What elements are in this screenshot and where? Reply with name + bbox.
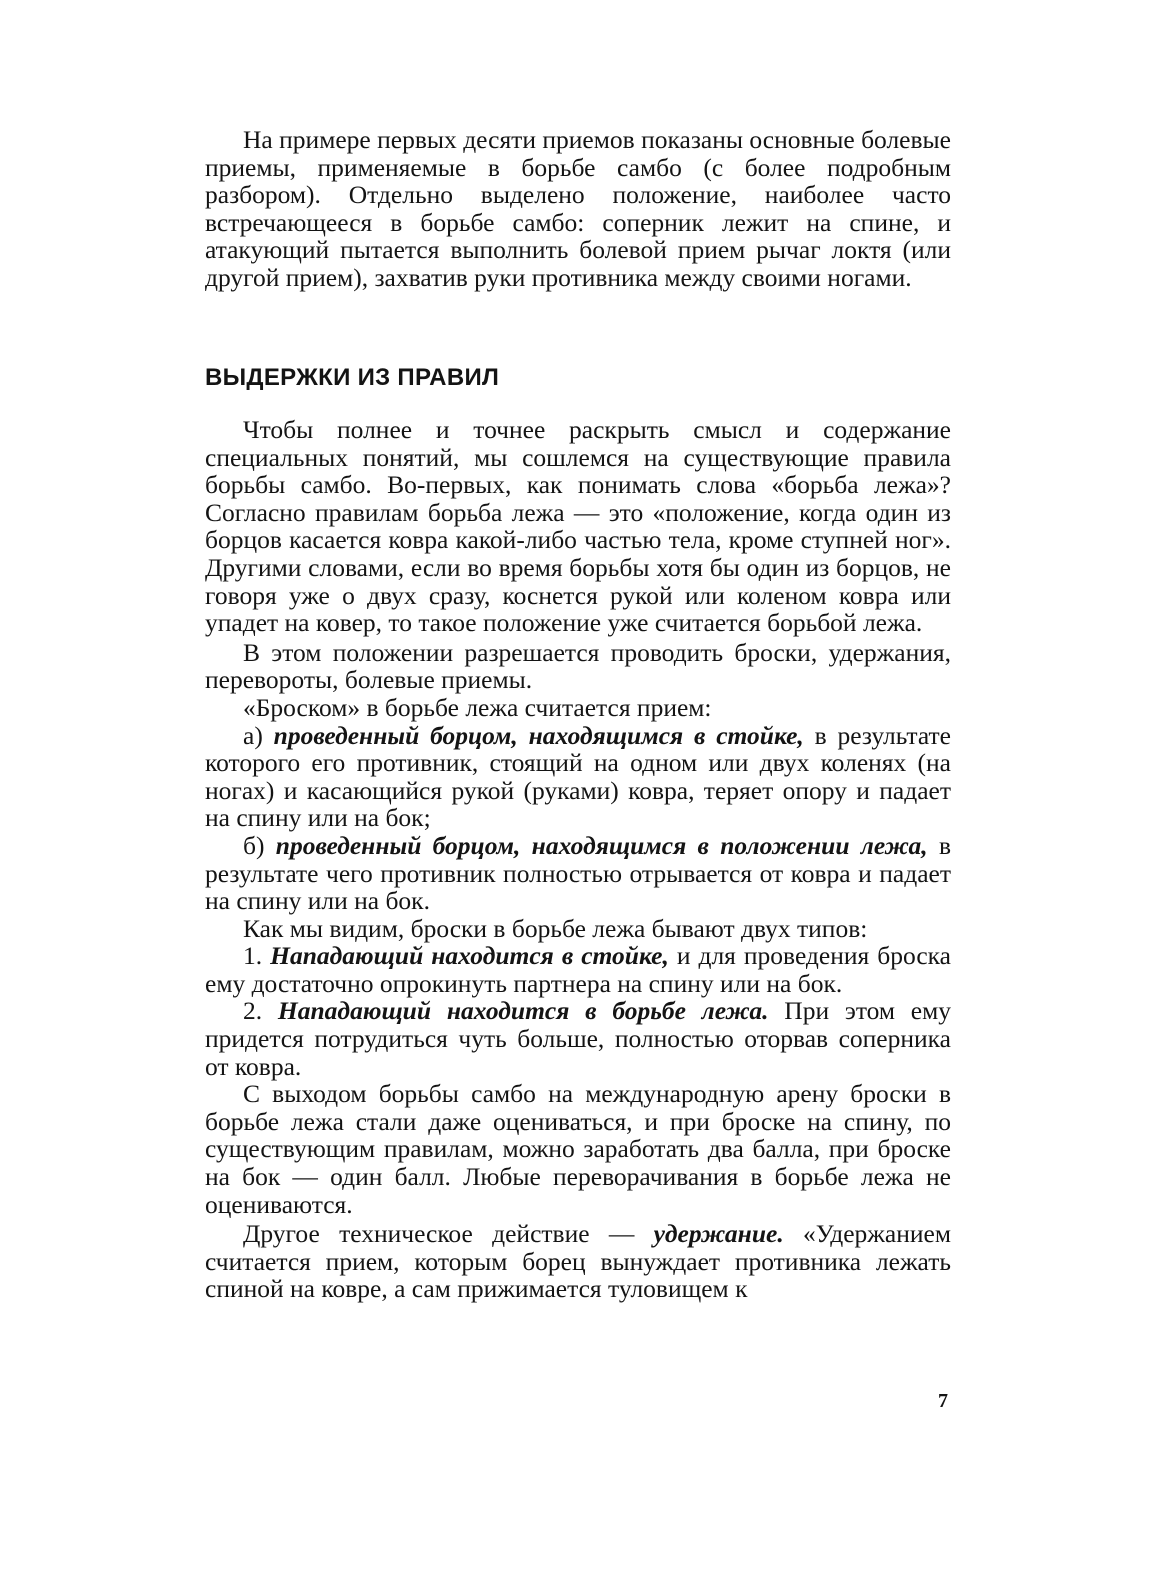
intro-block — [205, 126, 951, 292]
type-2-emphasis: Нападающий находится в борьбе лежа. — [277, 996, 769, 1026]
paragraph-item-a — [205, 722, 951, 832]
item-a-text: в результате которого его противник, стоящий на одном или двух коленях (на ногах) и касающийся рукой (руками) ковра, теряет опору и падает на спину или на бок; — [205, 720, 952, 833]
main-text-block — [205, 416, 951, 1303]
paragraph-type-2 — [205, 997, 951, 1080]
paragraph-item-b — [205, 832, 951, 915]
type-1-emphasis: Нападающий находится в стойке, — [270, 941, 669, 971]
hold-emphasis: удержание. — [653, 1219, 784, 1249]
type-1-text: и для проведения броска ему достаточно опрокинуть партнера на спину или на бок. — [205, 941, 951, 998]
paragraph-international: С выходом борьбы самбо на международную арену броски в борьбе лежа стали даже оцениваться, и при броске на спину, по существующим правилам, можно заработать два балла, при броске на бок — один балл. Любые переворачивания в борьбе лежа не оцениваются. — [205, 1079, 951, 1219]
hold-text: «Удержанием считается прием, которым борец вынуждает противника лежать спиной на ковре, а сам прижимается туловищем к — [205, 1219, 951, 1304]
page-number: 7 — [938, 1390, 948, 1412]
item-a-prefix: а) — [243, 720, 274, 750]
paragraph-two-types: Как мы видим, броски в борьбе лежа бывают двух типов: — [243, 913, 868, 943]
paragraph-hold — [205, 1220, 951, 1303]
type-1-prefix: 1. — [243, 941, 271, 971]
section-heading: ВЫДЕРЖКИ ИЗ ПРАВИЛ — [205, 364, 500, 391]
item-b-emphasis: проведенный борцом, находящимся в положении лежа, — [275, 830, 928, 860]
type-2-prefix: 2. — [243, 996, 278, 1026]
type-2-text: При этом ему придется потрудиться чуть больше, полностью оторвав соперника от ковра. — [205, 996, 952, 1081]
paragraph-allowed-actions: В этом положении разрешается проводить броски, удержания, перевороты, болевые приемы. — [205, 637, 951, 695]
hold-prefix: Другое техническое действие — — [243, 1219, 654, 1249]
intro-paragraph: На примере первых десяти приемов показаны основные болевые приемы, применяемые в борьбе самбо (с более подробным разбором). Отдельно выделено положение, наиболее часто встречающееся в борьбе самбо: соперник лежит на спине, и атакующий пытается выполнить болевой прием рычаг локтя (или другой прием), захватив руки противника между своими ногами. — [205, 125, 951, 292]
paragraph-throw-definition: «Броском» в борьбе лежа считается прием: — [243, 692, 712, 722]
paragraph-type-1 — [205, 942, 951, 997]
item-b-text: в результате чего противник полностью отрывается от ковра и падает на спину или на бок. — [205, 830, 951, 916]
paragraph-definition: Чтобы полнее и точнее раскрыть смысл и содержание специальных понятий, мы сошлемся на существующие правила борьбы самбо. Во-первых, как понимать слова «борьба лежа»? Согласно правилам борьба лежа — это «положение, когда один из борцов касается ковра какой-либо частью тела, кроме ступней ног». Другими словами, если во время борьбы хотя бы один из борцов, не говоря уже о двух сразу, коснется рукой или коленом ковра или упадет на ковер, то такое положение уже считается борьбой лежа. — [205, 415, 951, 638]
item-a-emphasis: проведенный борцом, находящимся в стойке, — [273, 720, 804, 750]
item-b-prefix: б) — [243, 830, 276, 860]
